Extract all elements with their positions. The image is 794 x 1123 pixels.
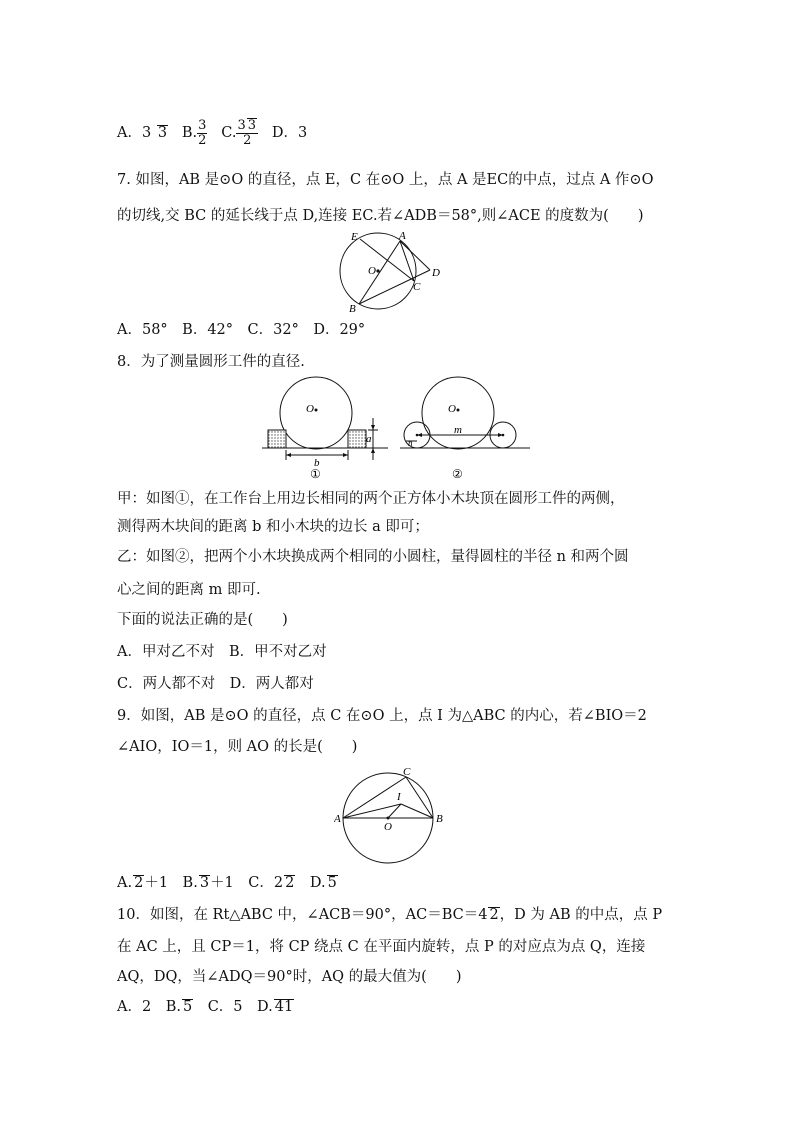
- q9-options: A. 2＋1 B. 3＋1 C．2 2 D. 5: [117, 875, 337, 891]
- q9-label-i: I: [397, 791, 401, 803]
- q8-fig2-label-o: O: [448, 403, 456, 415]
- q10-radical: 2: [489, 907, 499, 923]
- q9-option-a-radical: 2: [134, 875, 144, 891]
- q9-option-d-radical: 5: [327, 875, 337, 891]
- q7-segment-ad: [400, 241, 430, 270]
- q7-label-e: E: [351, 231, 358, 243]
- q8-fig2-circle: [422, 377, 494, 449]
- q8-fig1-label-b: b: [314, 457, 320, 469]
- q9-segment-io: [388, 804, 401, 818]
- q8-fig1-label-a: a: [366, 433, 372, 445]
- q6-option-c: C.: [221, 125, 237, 141]
- q7-label-d: D: [432, 267, 440, 279]
- q9-label-c: C: [403, 766, 411, 778]
- q8-question: 下面的说法正确的是( ): [117, 612, 288, 628]
- q8-fig1-block-right: [348, 430, 366, 448]
- q9-label-o: O: [384, 821, 392, 833]
- q8-jia-line1: 甲：如图①，在工作台上用边长相同的两个正方体小木块顶在圆形工件的两侧，: [117, 491, 625, 507]
- q10-stem-line1: 10．如图，在 Rt△ABC 中，∠ACB＝90°，AC＝BC＝4 2，D 为 AB 的中点，点 P: [117, 907, 663, 923]
- q6-options: [117, 118, 307, 148]
- q7-figure: [335, 230, 450, 315]
- q9-option-b-radical: 3: [199, 875, 210, 891]
- q7-options: A．58° B．42° C．32° D．29°: [117, 322, 366, 338]
- q9-center-dot: [387, 817, 390, 820]
- q9-label-b: B: [436, 813, 443, 825]
- q8-fig1-caption: ①: [310, 467, 321, 481]
- q10-stem-line2: 在 AC 上，且 CP＝1，将 CP 绕点 C 在平面内旋转，点 P 的对应点为点 Q，连接: [117, 939, 646, 955]
- q7-label-c: C: [413, 281, 421, 293]
- q9-stem-line2: ∠AIO，IO＝1，则 AO 的长是( ): [117, 739, 358, 755]
- q9-segment-ai: [343, 804, 401, 818]
- q8-fig2-label-m: m: [454, 424, 462, 436]
- q9-label-a: A: [334, 813, 341, 825]
- q10-option-b-radical: 5: [182, 999, 193, 1015]
- q8-fig2-caption: ②: [452, 467, 463, 481]
- q10-stem-line3: AQ，DQ，当∠ADQ＝90°时，AQ 的最大值为( ): [117, 969, 462, 985]
- q7-label-o: O: [368, 265, 376, 277]
- q8-figure-1: [262, 374, 390, 482]
- q6-option-a: A．3: [117, 125, 152, 141]
- q6-option-d: D．3: [271, 125, 308, 141]
- q9-stem-line1: 9．如图，AB 是⊙O 的直径，点 C 在⊙O 上，点 I 为△ABC 的内心，若∠BIO＝2: [117, 708, 647, 724]
- q8-options-line2: C．两人都不对 D．两人都对: [117, 676, 314, 692]
- q9-figure: [334, 765, 454, 865]
- q7-stem-line1: 7. 如图，AB 是⊙O 的直径，点 E，C 在⊙O 上，点 A 是EC的中点，过点 A 作⊙O: [117, 172, 654, 188]
- q8-stem: 8．为了测量圆形工件的直径.: [117, 354, 305, 370]
- q8-fig1-circle: [280, 377, 352, 449]
- q6-option-c-fraction: $\frac{3 3}{2}$: [237, 118, 256, 148]
- q7-label-b: B: [349, 303, 356, 315]
- q8-fig1-block-left: [268, 430, 286, 448]
- q7-label-a: A: [399, 230, 406, 242]
- q8-options-line1: A．甲对乙不对 B．甲不对乙对: [117, 644, 327, 660]
- q7-center-dot: [376, 269, 379, 272]
- q9-option-c-radical: 2: [285, 875, 295, 891]
- q10-option-d-radical: 41: [274, 999, 294, 1015]
- q8-figure-2: [400, 374, 532, 482]
- q8-fig1-center-dot: [315, 409, 318, 412]
- q8-yi-line2: 心之间的距离 m 即可.: [117, 582, 261, 598]
- q7-stem-line2: 的切线,交 BC 的延长线于点 D,连接 EC.若∠ADB＝58°,则∠ACE 的度数为( ): [117, 208, 644, 224]
- q8-yi-line1: 乙：如图②，把两个小木块换成两个相同的小圆柱，量得圆柱的半径 n 和两个圆: [117, 549, 629, 565]
- q6-option-b: B.: [181, 125, 198, 141]
- q10-options: A．2 B. 5 C．5 D. 41: [117, 999, 294, 1015]
- q8-fig2-label-n: n: [408, 438, 413, 448]
- q6-option-b-fraction: $\frac{3}{2}$: [198, 117, 207, 148]
- q6-option-a-radical: 3: [157, 125, 168, 141]
- q8-jia-line2: 测得两木块间的距离 b 和小木块的边长 a 即可；: [117, 519, 429, 535]
- q8-fig1-label-o: O: [306, 403, 314, 415]
